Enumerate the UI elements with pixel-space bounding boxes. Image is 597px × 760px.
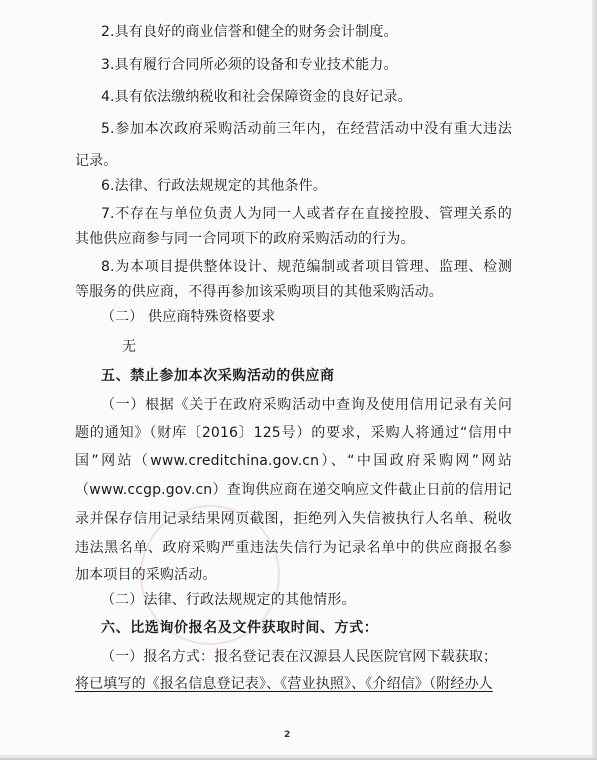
text-line: 记录。 bbox=[75, 153, 118, 169]
page-number: 2 bbox=[284, 730, 291, 740]
text-line: 等服务的供应商，不得再参加该采购项目的其他采购活动。 bbox=[75, 284, 443, 300]
text-line: 录并保存信用记录结果网页截图，拒绝列入失信被执行人名单、税收 bbox=[75, 511, 512, 527]
text-line: 7.不存在与单位负责人为同一人或者存在直接控股、管理关系的 bbox=[101, 206, 512, 222]
text-line: 无 bbox=[122, 339, 137, 355]
text-line: （二）法律、行政法规规定的其他情形。 bbox=[101, 592, 356, 608]
text-line: （一）报名方式：报名登记表在汉源县人民医院官网下载获取； bbox=[101, 649, 498, 665]
text-line: 8.为本项目提供整体设计、规范编制或者项目管理、监理、检测 bbox=[101, 259, 512, 275]
text-line: 加本项目的采购活动。 bbox=[75, 567, 217, 583]
text-line: 国”网站（www.creditchina.gov.cn）、“中国政府采购网”网站 bbox=[75, 453, 512, 469]
section-heading: 六、比选询价报名及文件获取时间、方式： bbox=[101, 620, 379, 636]
text-line: 违法黑名单、政府采购严重违法失信行为记录名单中的供应商报名参 bbox=[75, 540, 512, 556]
section-heading: 五、禁止参加本次采购活动的供应商 bbox=[101, 368, 335, 384]
text-line: 4.具有依法缴纳税收和社会保障资金的良好记录。 bbox=[101, 89, 412, 105]
text-line: （一）根据《关于在政府采购活动中查询及使用信用记录有关问 bbox=[101, 397, 512, 413]
underlined-text-line: 将已填写的《报名信息登记表》、《营业执照》、《介绍信》（附经办人 bbox=[75, 676, 493, 692]
text-line: 题的通知》（财库〔2016〕125号）的要求，采购人将通过“信用中 bbox=[75, 425, 512, 441]
text-line: 6.法律、行政法规规定的其他条件。 bbox=[101, 178, 327, 194]
text-line: 5.参加本次政府采购活动前三年内，在经营活动中没有重大违法 bbox=[101, 121, 512, 137]
text-line: （www.ccgp.gov.cn）查询供应商在递交响应文件截止日前的信用记 bbox=[75, 482, 512, 498]
text-line: 2.具有良好的商业信誉和健全的财务会计制度。 bbox=[101, 24, 398, 40]
subsection-heading: （二） 供应商特殊资格要求 bbox=[101, 309, 276, 325]
text-line: 其他供应商参与同一合同项下的政府采购活动的行为。 bbox=[75, 231, 415, 247]
text-line: 3.具有履行合同所必须的设备和专业技术能力。 bbox=[101, 57, 398, 73]
